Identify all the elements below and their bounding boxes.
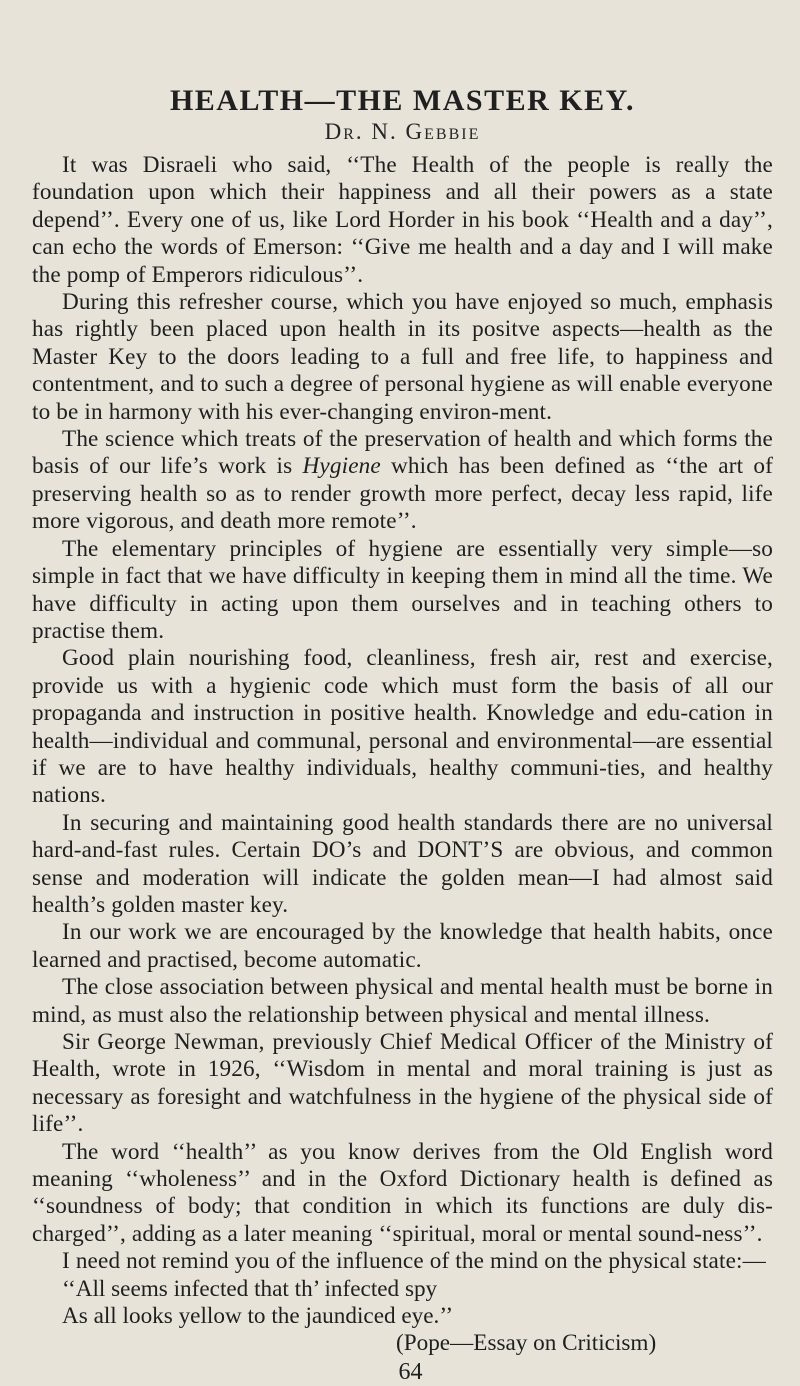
paragraph-disraeli: It was Disraeli who said, ‘‘The Health of the people is really the foundation upon which their happiness and all their powers as a state depend’’. Every one of us, like Lord Horder in his book ‘‘Health and a day’’, can echo the words of Emerson: ‘‘Give me health and a day and I will make the pomp of Emperors ridiculous’’. <box>32 152 773 288</box>
paragraph-word-health: The word ‘‘health’’ as you know derives from the Old English word meaning ‘‘wholeness’’ and in the Oxford Dictionary health is defined as ‘‘soundness of body; that condition in which its functions are duly dis-charged’’, adding as a later meaning ‘‘spiritual, moral or mental sound-ness’’. <box>32 1138 773 1247</box>
hygiene-italic-word: Hygiene <box>302 453 381 480</box>
article-title: HEALTH—THE MASTER KEY. <box>169 84 636 117</box>
author-byline: Dr. N. Gebbie <box>324 119 481 144</box>
hygiene-intro-text: The science which treats of the preservation of health and which forms the basis of our life’s work is <box>32 426 773 480</box>
paragraph-health-habits: In our work we are encouraged by the knowledge that health habits, once learned and practised, become automatic. <box>32 919 773 973</box>
verse-line-1: ‘‘All seems infected that th’ infected spy <box>62 1275 438 1302</box>
verse-attribution: (Pope—Essay on Criticism) <box>396 1330 657 1357</box>
paragraph-hygienic-code: Good plain nourishing food, cleanliness, fresh air, rest and exercise, provide us with a hygienic code which must form the basis of all our propaganda and instruction in positive health. Knowledge and edu-cation in health—individual and communal, personal and environmental—are essential if we are to have healthy individuals, healthy communi-ties, and healthy nations. <box>32 645 773 809</box>
paragraph-elementary-principles: The elementary principles of hygiene are essentially very simple—so simple in fact that we have difficulty in keeping them in mind all the time. We have difficulty in acting upon them ourselves and in teaching others to practise them. <box>32 535 773 644</box>
page <box>32 84 773 1386</box>
verse-line-2: As all looks yellow to the jaundiced eye.’’ <box>62 1303 454 1330</box>
hygiene-definition-text: which has been defined as ‘‘the art of preserving health so as to render growth more perfect, decay less rapid, life more vigorous, and death more remote’’. <box>32 453 773 535</box>
paragraph-george-newman: Sir George Newman, previously Chief Medical Officer of the Ministry of Health, wrote in 1926, ‘‘Wisdom in mental and moral training is just as necessary as foresight and watchfulness in the hygiene of the physical side of life’’. <box>32 1029 773 1138</box>
paragraph-mind-influence: I need not remind you of the influence of the mind on the physical state:— <box>62 1248 766 1275</box>
paragraph-physical-mental: The close association between physical and mental health must be borne in mind, as must also the relationship between physical and mental illness. <box>32 974 773 1028</box>
page-number: 64 <box>398 1358 423 1385</box>
paragraph-health-standards: In securing and maintaining good health standards there are no universal hard-and-fast rules. Certain DO’s and DONT’S are obvious, and common sense and moderation will indicate the golden mean—I had almost said health’s golden master key. <box>32 809 773 918</box>
paragraph-hygiene-definition <box>32 426 773 536</box>
paragraph-refresher-course: During this refresher course, which you have enjoyed so much, emphasis has rightly been placed upon health in its positve aspects—health as the Master Key to the doors leading to a full and free life, to happiness and contentment, and to such a degree of personal hygiene as will enable everyone to be in harmony with his ever-changing environ-ment. <box>32 289 773 425</box>
